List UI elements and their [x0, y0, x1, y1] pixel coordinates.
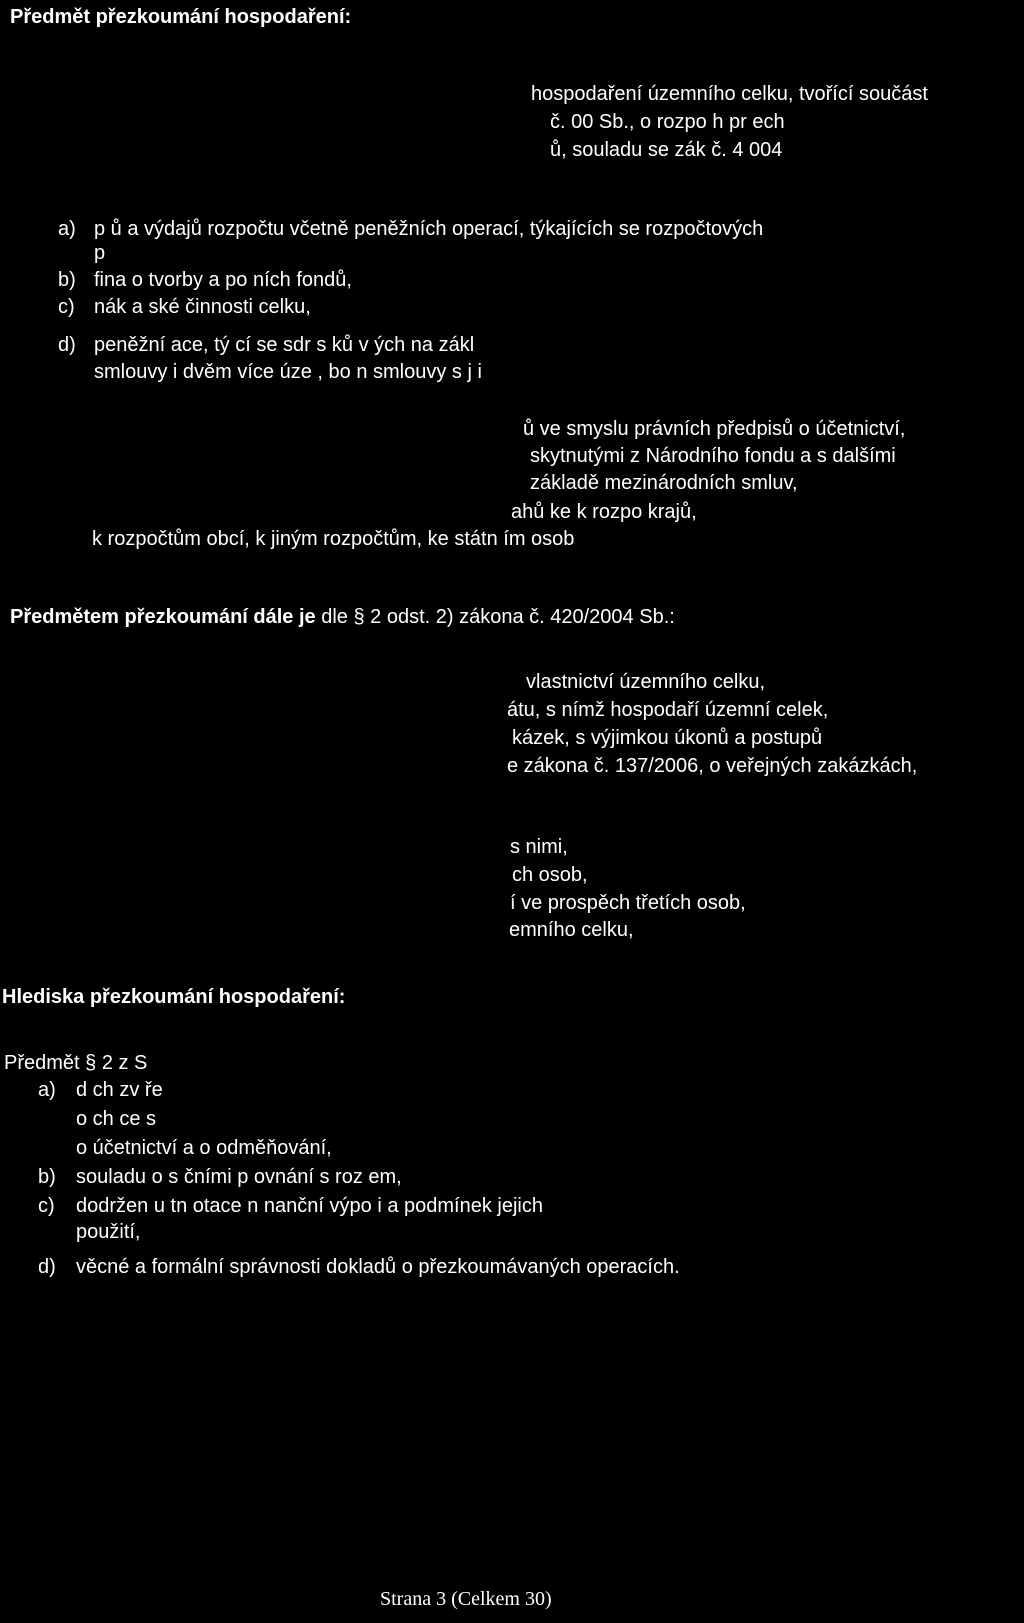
list-item-line: p ů a výdajů rozpočtu včetně peněžních operací, týkajících se rozpočtových	[94, 218, 764, 240]
section3-line: souladu o s čními p ovnání s roz em,	[76, 1166, 402, 1188]
list-marker: c)	[58, 296, 75, 318]
tail-line: základě mezinárodních smluv,	[530, 472, 798, 494]
section3-line: Předmět § 2 z S	[4, 1052, 148, 1074]
list-marker: d)	[38, 1256, 56, 1278]
list-item-line: peněžní ace, tý cí se sdr s ků v ých na zákl	[94, 334, 475, 356]
list-item-line: fina o tvorby a po ních fondů,	[94, 269, 352, 291]
section2-line: e zákona č. 137/2006, o veřejných zakázkách,	[507, 755, 918, 777]
section3-line: použití,	[76, 1221, 141, 1243]
section2-line: emního celku,	[509, 919, 634, 941]
heading-predmet: Předmět přezkoumání hospodaření:	[10, 6, 352, 28]
heading-hlediska: Hlediska přezkoumání hospodaření:	[2, 986, 346, 1008]
tail-line: k rozpočtům obcí, k jiným rozpočtům, ke státn ím osob	[92, 528, 575, 550]
section2-line: kázek, s výjimkou úkonů a postupů	[512, 727, 823, 749]
section2-line: ch osob,	[512, 864, 588, 886]
tail-line: ahů ke k rozpo krajů,	[511, 501, 697, 523]
list-marker: b)	[58, 269, 76, 291]
section3-line: o ch ce s	[76, 1108, 157, 1130]
section2-lead	[10, 606, 675, 628]
section3-line: d ch zv ře	[76, 1079, 163, 1101]
list-item-line: smlouvy i dvěm více úze , bo n smlouvy s j i	[94, 361, 482, 383]
list-marker: a)	[58, 218, 76, 240]
list-marker: c)	[38, 1195, 55, 1217]
list-marker: d)	[58, 334, 76, 356]
section2-line: vlastnictví územního celku,	[526, 671, 765, 693]
section2-line: átu, s nímž hospodaří územní celek,	[507, 699, 829, 721]
section3-line: o účetnictví a o odměňování,	[76, 1137, 332, 1159]
page-number: Strana 3 (Celkem 30)	[380, 1588, 552, 1610]
intro-line: č. 00 Sb., o rozpo h pr ech	[550, 111, 785, 133]
section2-lead-rest: dle § 2 odst. 2) zákona č. 420/2004 Sb.:	[315, 606, 675, 628]
intro-line: ů, souladu se zák č. 4 004	[550, 139, 783, 161]
section2-lead-bold: Předmětem přezkoumání dále je	[10, 606, 316, 628]
list-item-line: nák a ské činnosti celku,	[94, 296, 311, 318]
section3-line: věcné a formální správnosti dokladů o přezkoumávaných operacích.	[76, 1256, 680, 1278]
list-marker: b)	[38, 1166, 56, 1188]
intro-line: hospodaření územního celku, tvořící součást	[531, 83, 928, 105]
section2-line: s nimi,	[510, 836, 568, 858]
list-item-line: p	[94, 242, 106, 264]
section2-line: í ve prospěch třetích osob,	[510, 892, 746, 914]
tail-line: ů ve smyslu právních předpisů o účetnictví,	[523, 418, 906, 440]
section3-line: dodržen u tn otace n nanční výpo i a podmínek jejich	[76, 1195, 543, 1217]
tail-line: skytnutými z Národního fondu a s dalšími	[530, 445, 896, 467]
list-marker: a)	[38, 1079, 56, 1101]
